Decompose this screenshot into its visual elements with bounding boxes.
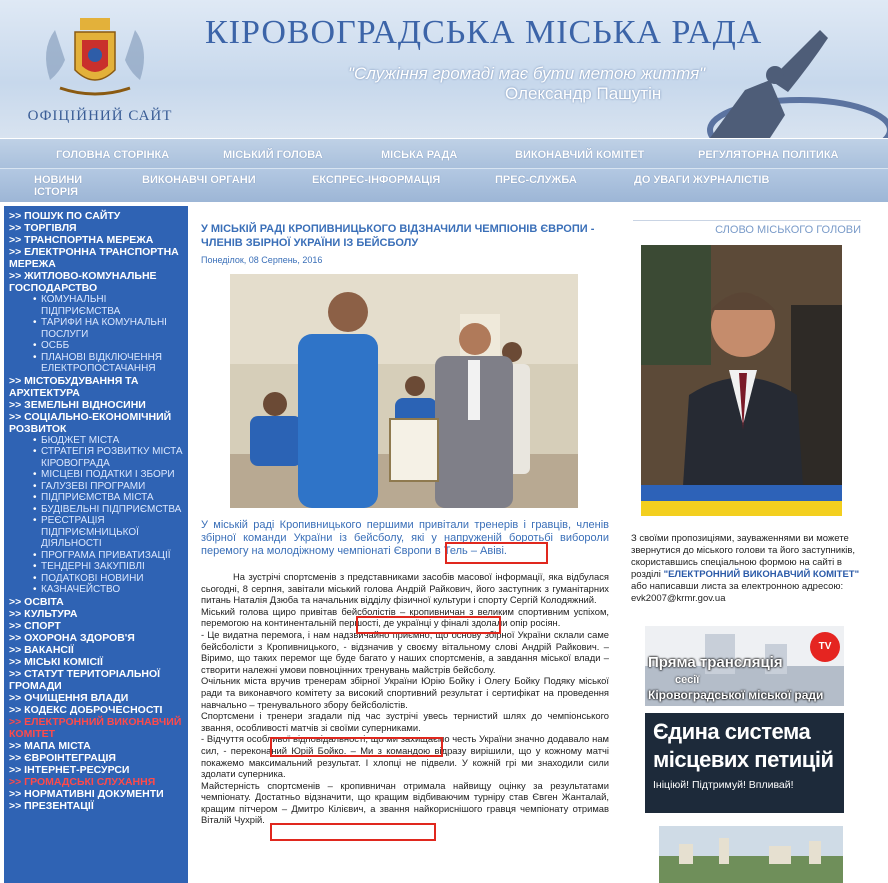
contact-email[interactable]: evk2007@krmr.gov.ua — [631, 593, 726, 604]
sidebar-item[interactable]: >> ЕЛЕКТРОННА ТРАНСПОРТНА МЕРЕЖА — [9, 246, 179, 270]
tel-aviv-link[interactable]: Тель – Авіві. — [443, 545, 507, 557]
tv-icon: TV — [810, 632, 840, 662]
coat-of-arms-logo[interactable] — [30, 10, 160, 106]
sidebar-item[interactable]: >> ЕЛЕКТРОННИЙ ВИКОНАВЧИЙ КОМІТЕТ — [9, 715, 182, 740]
sidebar-item[interactable]: • ПЛАНОВІ ВІДКЛЮЧЕННЯ ЕЛЕКТРОПОСТАЧАННЯ — [9, 352, 188, 375]
contact-text-2: або написавши листа за електронною адресою: — [631, 581, 844, 592]
sidebar-item[interactable]: • ПІДПРИЄМСТВА МІСТА — [9, 492, 188, 504]
banner1-line2: сесії — [675, 674, 700, 686]
nav-press-service[interactable]: ПРЕС-СЛУЖБА — [495, 174, 577, 186]
sidebar-item[interactable]: >> МІСТОБУДУВАННЯ ТА АРХІТЕКТУРА — [9, 374, 139, 399]
sidebar-item[interactable]: • ОСББ — [9, 340, 188, 352]
nav-home[interactable]: ГОЛОВНА СТОРІНКА — [56, 149, 170, 161]
sidebar-item[interactable]: >> КУЛЬТУРА — [9, 607, 78, 620]
article-paragraph: - Відчуття особливої відповідальності, що ми захищаємо честь України значно додавало нам сил, - переконаний Юрій Бойко. – Ми з командою відразу вирішили, що у кожному матчі покажемо максимальний результат. І хлопці не підвели. У кожній грі ми знаходили сили здолати суперника. — [201, 733, 609, 780]
sidebar-item[interactable]: >> ПОШУК ПО САЙТУ — [9, 210, 121, 222]
sidebar-item[interactable]: • КОМУНАЛЬНІ ПІДПРИЄМСТВА — [9, 294, 188, 317]
banner2-line2: місцевих петицій — [653, 747, 834, 772]
article-paragraph: Спортсмени і тренери згадали під час зустрічі увесь тернистий шлях до чемпіонського звання, особливості матчів зі своїми суперниками. — [201, 710, 609, 733]
secondary-nav — [0, 168, 888, 202]
banner1-line3: Кіровоградської міської ради — [648, 688, 824, 702]
sidebar-item[interactable]: >> ЗЕМЕЛЬНІ ВІДНОСИНИ — [9, 398, 146, 411]
nav-executive-committee[interactable]: ВИКОНАВЧИЙ КОМІТЕТ — [515, 149, 645, 161]
sidebar-item[interactable]: >> НОРМАТИВНІ ДОКУМЕНТИ — [9, 787, 164, 800]
sidebar-item[interactable]: >> СТАТУТ ТЕРИТОРІАЛЬНОЇ ГРОМАДИ — [9, 667, 161, 692]
nav-express-info[interactable]: ЕКСПРЕС-ІНФОРМАЦІЯ — [312, 174, 441, 186]
article-lead — [201, 519, 609, 558]
sidebar-item[interactable]: • ПРОГРАМА ПРИВАТИЗАЦІЇ — [9, 550, 188, 562]
right-divider — [633, 220, 861, 221]
site-quote-author: Олександр Пашутін — [505, 84, 662, 103]
article-title[interactable]: У МІСЬКІЙ РАДІ КРОПИВНИЦЬКОГО ВІДЗНАЧИЛИ ЧЕМПІОНІВ ЄВРОПИ - ЧЛЕНІВ ЗБІРНОЇ УКРАЇНИ ІЗ БЕЙСБОЛУ — [201, 223, 595, 249]
sidebar-item[interactable]: • СТРАТЕГІЯ РОЗВИТКУ МІСТА КІРОВОГРАДА — [9, 446, 188, 469]
article-date: Понеділок, 08 Серпень, 2016 — [201, 255, 323, 265]
sidebar-item[interactable]: • БЮДЖЕТ МІСТА — [9, 435, 188, 447]
nav-city-council[interactable]: МІСЬКА РАДА — [381, 149, 458, 161]
sidebar-item[interactable]: >> КОДЕКС ДОБРОЧЕСНОСТІ — [9, 703, 163, 716]
article-lead-text: У міській раді Кропивницького першими привітали тренерів і гравців, членів збірної команди України із бейсболу, які у напруженій боротьбі вибороли перемогу на молодіжному чемпіонаті Європи в — [201, 519, 609, 557]
sidebar-item[interactable]: • МІСЦЕВІ ПОДАТКИ І ЗБОРИ — [9, 469, 188, 481]
sidebar — [4, 206, 188, 883]
sidebar-item[interactable]: >> ЖИТЛОВО-КОМУНАЛЬНЕ ГОСПОДАРСТВО — [9, 270, 157, 294]
banner2-line3: Ініціюй! Підтримуй! Впливай! — [653, 779, 794, 791]
sidebar-item[interactable]: >> СПОРТ — [9, 619, 61, 632]
site-title[interactable]: КІРОВОГРАДСЬКА МІСЬКА РАДА — [205, 14, 763, 51]
nav-executive-bodies[interactable]: ВИКОНАВЧІ ОРГАНИ — [142, 174, 256, 186]
sidebar-item[interactable]: >> ОСВІТА — [9, 595, 64, 608]
site-quote: "Служіння громаді має бути метою життя" — [348, 64, 706, 83]
sidebar-item[interactable]: >> ІНТЕРНЕТ-РЕСУРСИ — [9, 763, 130, 776]
sidebar-item[interactable]: • БУДІВЕЛЬНІ ПІДПРИЄМСТВА — [9, 504, 188, 516]
sidebar-menu — [4, 206, 188, 812]
electronic-committee-link[interactable]: "ЕЛЕКТРОННИЙ ВИКОНАВЧИЙ КОМІТЕТ" — [663, 569, 860, 580]
nav-regulatory-policy[interactable]: РЕГУЛЯТОРНА ПОЛІТИКА — [698, 149, 839, 161]
article-paragraph: Майстерність спортсменів – кропивничан отримала найвищу оцінку за результатами чемпіонату. Достатньо відзначити, що кращим відбиваючим турніру став Євген Жанталай, кращим пітчером – Дмитро Кілієвич, а звання найкориснішого гравця чемпіонату отримав Віталій Чухрій. — [201, 779, 609, 826]
contact-info — [631, 533, 861, 605]
article-paragraph: Очільник міста вручив тренерам збірної України Юрію Бойку і Олегу Бойку Подяку міської ради та виконавчого комітету за високий спортивний результат і сертифікат на проведення навчально – тренувального збору бейсболістів. — [201, 675, 609, 710]
banner1-line1: Пряма трансляція — [648, 654, 783, 671]
mayor-photo[interactable] — [641, 245, 842, 516]
sidebar-item[interactable]: • ГАЛУЗЕВІ ПРОГРАМИ — [9, 481, 188, 493]
sidebar-item[interactable]: >> ЄВРОІНТЕГРАЦІЯ — [9, 751, 116, 764]
primary-nav — [0, 138, 888, 168]
sidebar-item[interactable]: >> ОЧИЩЕННЯ ВЛАДИ — [9, 691, 129, 704]
article-photo — [230, 274, 578, 508]
sidebar-item[interactable]: >> ТОРГІВЛЯ — [9, 222, 77, 234]
sidebar-item[interactable]: • ТАРИФИ НА КОМУНАЛЬНІ ПОСЛУГИ — [9, 317, 188, 340]
sidebar-item[interactable]: >> СОЦІАЛЬНО-ЕКОНОМІЧНИЙ РОЗВИТОК — [9, 410, 172, 435]
sidebar-item[interactable]: >> ПРЕЗЕНТАЦІЇ — [9, 799, 94, 812]
nav-mayor[interactable]: МІСЬКИЙ ГОЛОВА — [223, 149, 323, 161]
sidebar-item[interactable]: >> ГРОМАДСЬКІ СЛУХАННЯ — [9, 775, 156, 788]
sidebar-item[interactable]: • ПОДАТКОВІ НОВИНИ — [9, 573, 188, 585]
sidebar-item[interactable]: >> МАПА МІСТА — [9, 739, 91, 752]
nav-history[interactable]: ІСТОРІЯ — [34, 186, 79, 198]
contact-text: З своїми пропозиціями, зауваженнями ви можете звернутися до міського голови та його заступників, скориставшись спеціальною формою на сайті в розділі — [631, 533, 856, 580]
sidebar-item[interactable]: >> ОХОРОНА ЗДОРОВ'Я — [9, 631, 135, 644]
article-paragraph: - Це видатна перемога, і нам надзвичайно приємно, що основу збірної України склали саме бейсболісти з Кропивницького, - відзначив у своєму вітальному слові Андрій Райкович. – Віримо, що таких перемог ще буде багато у наших спортсменів, а завдання міської влади – створити належні умови повноцінних тренувань майстрів бейсболу. — [201, 628, 609, 675]
city-view-banner[interactable] — [659, 826, 843, 883]
nav-news[interactable]: НОВИНИ — [34, 174, 83, 186]
article-paragraph: На зустрічі спортсменів з представниками засобів масової інформації, яка відбулася сьогодні, 8 серпня, завітали міський голова Андрій Райкович, його заступник з гуманітарних питань Наталія Дзюба та начальник відділу фізичної культури і спорту Сергій Колодяжний. — [201, 571, 609, 606]
article-body — [201, 571, 609, 826]
site-header — [0, 0, 888, 138]
article-paragraph: Міський голова щиро привітав бейсболістів – кропивничан з великим спортивним успіхом, перемогою на континентальній першості, де українці у фіналі здолали опір росіян. — [201, 605, 609, 629]
nav-for-journalists[interactable]: ДО УВАГИ ЖУРНАЛІСТІВ — [634, 174, 770, 186]
sidebar-item[interactable]: >> МІСЬКІ КОМІСІЇ — [9, 655, 103, 668]
petitions-banner[interactable] — [645, 713, 844, 813]
sidebar-item[interactable]: • ТЕНДЕРНІ ЗАКУПІВЛІ — [9, 561, 188, 573]
sidebar-item[interactable]: >> ВАКАНСІЇ — [9, 643, 74, 656]
banner2-line1: Єдина система — [653, 719, 811, 744]
sidebar-item[interactable]: >> ТРАНСПОРТНА МЕРЕЖА — [9, 234, 154, 246]
statue-illustration — [650, 20, 888, 138]
sidebar-item[interactable]: • КАЗНАЧЕЙСТВО — [9, 584, 188, 596]
live-broadcast-banner[interactable] — [645, 626, 844, 706]
mayor-word-heading[interactable]: СЛОВО МІСЬКОГО ГОЛОВИ — [715, 224, 861, 236]
site-label: ОФІЦІЙНИЙ САЙТ — [27, 108, 173, 124]
sidebar-item[interactable]: • РЕЄСТРАЦІЯ ПІДПРИЄМНИЦЬКОЇ ДІЯЛЬНОСТІ — [9, 515, 188, 550]
